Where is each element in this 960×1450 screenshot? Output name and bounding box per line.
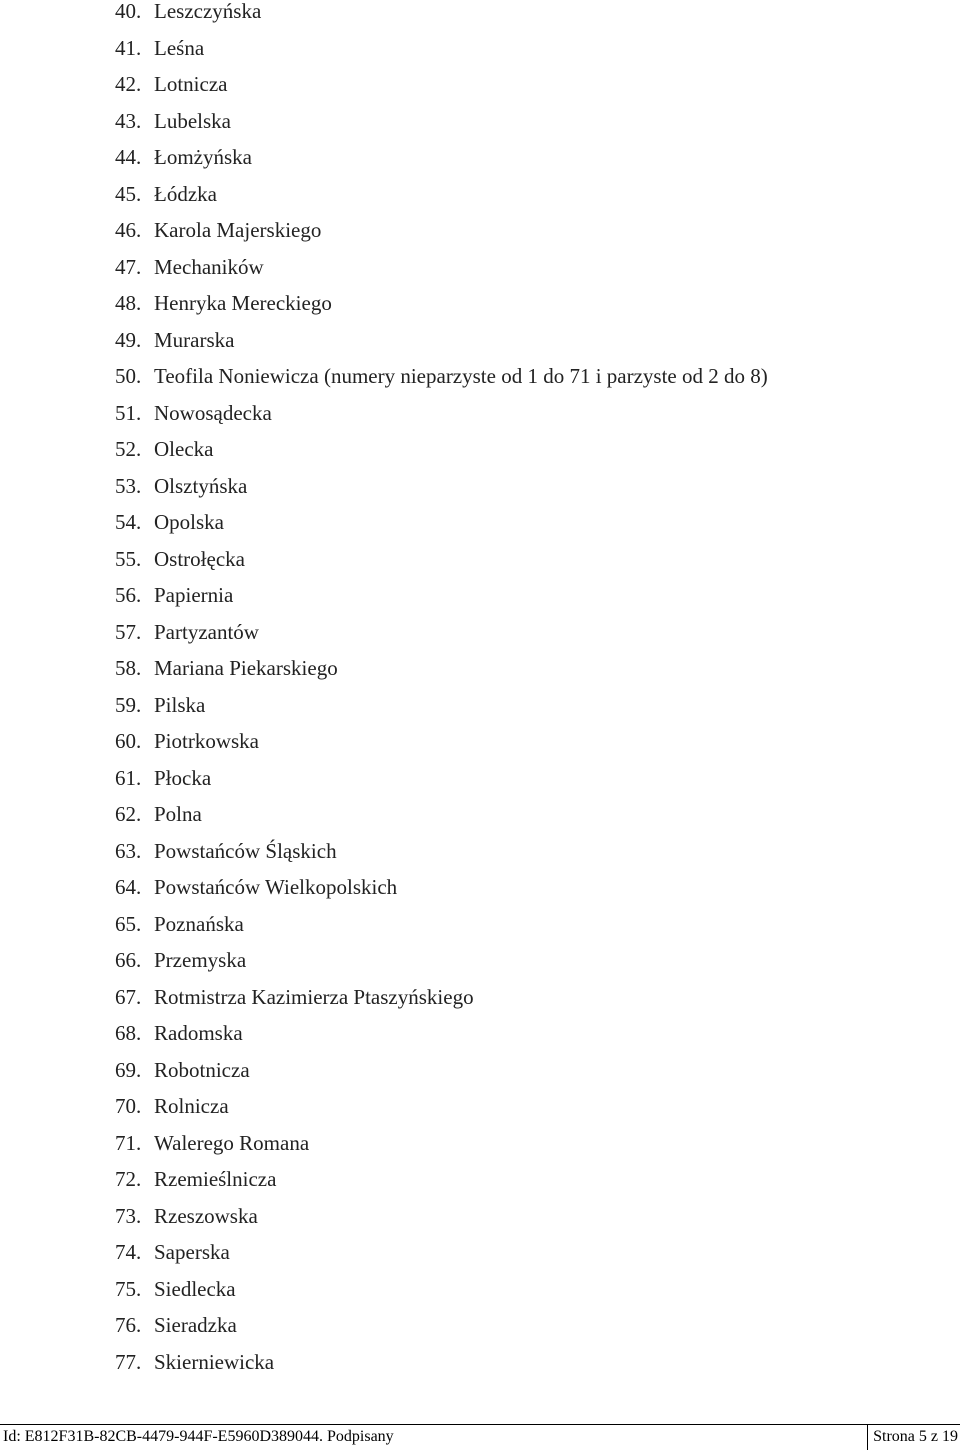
item-number: 41. [115, 35, 142, 60]
item-number: 48. [115, 291, 142, 315]
street-name: Karola Majerskiego [154, 218, 322, 242]
street-name: Rzemieślnicza [154, 1167, 277, 1191]
item-number: 61. [115, 765, 142, 790]
page-footer [0, 1424, 960, 1450]
item-number: 64. [115, 875, 142, 899]
item-number: 45. [115, 181, 142, 206]
item-number: 50. [115, 364, 142, 388]
item-number: 43. [115, 108, 142, 133]
street-name: Polna [154, 802, 202, 826]
list-item [115, 0, 768, 30]
item-number: 55. [115, 546, 142, 571]
item-number: 73. [115, 1203, 142, 1228]
street-name: Partyzantów [154, 619, 259, 644]
item-number: 40. [115, 0, 142, 23]
item-number: 60. [115, 729, 142, 753]
street-name: Nowosądecka [154, 400, 272, 425]
item-number: 69. [115, 1057, 142, 1082]
street-name: Łomżyńska [154, 145, 252, 169]
list-item [115, 869, 768, 906]
document-id-text: Id: E812F31B-82CB-4479-944F-E5960D389044. Podpisany [3, 1428, 394, 1445]
item-number: 68. [115, 1021, 142, 1045]
item-number: 51. [115, 400, 142, 425]
street-name: Leszczyńska [154, 0, 262, 23]
item-number: 66. [115, 948, 142, 972]
item-number: 59. [115, 692, 142, 717]
street-name: Płocka [154, 765, 212, 790]
list-item [115, 1198, 768, 1235]
footer-divider [867, 1425, 868, 1450]
street-name: Henryka Mereckiego [154, 291, 332, 315]
street-name: Mariana Piekarskiego [154, 656, 338, 680]
item-number: 72. [115, 1167, 142, 1191]
street-name: Ostrołęcka [154, 546, 245, 571]
item-number: 53. [115, 473, 142, 498]
list-item [115, 249, 768, 286]
street-name: Pilska [154, 692, 206, 717]
list-item [115, 176, 768, 213]
street-name: Leśna [154, 35, 205, 60]
list-item [115, 1015, 768, 1052]
list-item [115, 139, 768, 176]
street-name: Olsztyńska [154, 473, 248, 498]
street-name: Teofila Noniewicza (numery nieparzyste od 1 do 71 i parzyste od 2 do 8) [154, 364, 768, 388]
street-name: Piotrkowska [154, 729, 259, 753]
list-item [115, 468, 768, 505]
list-item [115, 212, 768, 249]
street-name: Walerego Romana [154, 1130, 310, 1155]
item-number: 71. [115, 1130, 142, 1155]
list-item [115, 577, 768, 614]
item-number: 65. [115, 911, 142, 936]
item-number: 54. [115, 510, 142, 534]
list-item [115, 906, 768, 943]
list-item [115, 504, 768, 541]
item-number: 58. [115, 656, 142, 680]
item-number: 47. [115, 254, 142, 279]
page-number-text: Strona 5 z 19 [873, 1428, 958, 1445]
item-number: 57. [115, 619, 142, 644]
item-number: 67. [115, 984, 142, 1009]
item-number: 76. [115, 1313, 142, 1337]
list-item [115, 30, 768, 67]
item-number: 63. [115, 838, 142, 863]
list-item [115, 650, 768, 687]
list-item [115, 66, 768, 103]
street-name: Murarska [154, 327, 235, 352]
street-name: Łódzka [154, 181, 217, 206]
street-name: Poznańska [154, 911, 244, 936]
list-item [115, 1234, 768, 1271]
street-name: Przemyska [154, 948, 247, 972]
street-name: Papiernia [154, 583, 234, 607]
street-name: Olecka [154, 437, 214, 461]
list-item [115, 322, 768, 359]
list-item [115, 687, 768, 724]
street-name: Rolnicza [154, 1094, 229, 1118]
list-item [115, 358, 768, 395]
list-item [115, 1344, 768, 1381]
street-name: Saperska [154, 1240, 230, 1264]
item-number: 46. [115, 218, 142, 242]
street-name: Siedlecka [154, 1276, 236, 1301]
list-item [115, 1088, 768, 1125]
item-number: 44. [115, 145, 142, 169]
street-name: Lotnicza [154, 72, 228, 96]
list-item [115, 1125, 768, 1162]
street-name: Powstańców Śląskich [154, 838, 337, 863]
item-number: 77. [115, 1349, 142, 1374]
list-item [115, 1271, 768, 1308]
item-number: 56. [115, 583, 142, 607]
list-item [115, 541, 768, 578]
list-item [115, 431, 768, 468]
street-name: Skierniewicka [154, 1349, 275, 1374]
street-name: Robotnicza [154, 1057, 250, 1082]
list-item [115, 285, 768, 322]
list-item [115, 942, 768, 979]
list-item [115, 796, 768, 833]
list-item [115, 833, 768, 870]
item-number: 74. [115, 1240, 142, 1264]
list-item [115, 1052, 768, 1089]
item-number: 49. [115, 327, 142, 352]
list-item [115, 723, 768, 760]
list-item [115, 1307, 768, 1344]
item-number: 42. [115, 72, 142, 96]
item-number: 62. [115, 802, 142, 826]
street-name: Lubelska [154, 108, 231, 133]
street-name: Sieradzka [154, 1313, 237, 1337]
street-name: Radomska [154, 1021, 243, 1045]
street-name: Mechaników [154, 254, 264, 279]
item-number: 75. [115, 1276, 142, 1301]
street-name: Rotmistrza Kazimierza Ptaszyńskiego [154, 984, 474, 1009]
street-name: Opolska [154, 510, 224, 534]
street-name: Rzeszowska [154, 1203, 258, 1228]
street-list [115, 0, 768, 1380]
list-item [115, 395, 768, 432]
list-item [115, 760, 768, 797]
list-item [115, 1161, 768, 1198]
street-name: Powstańców Wielkopolskich [154, 875, 398, 899]
list-item [115, 103, 768, 140]
item-number: 52. [115, 437, 142, 461]
item-number: 70. [115, 1094, 142, 1118]
list-item [115, 979, 768, 1016]
list-item [115, 614, 768, 651]
